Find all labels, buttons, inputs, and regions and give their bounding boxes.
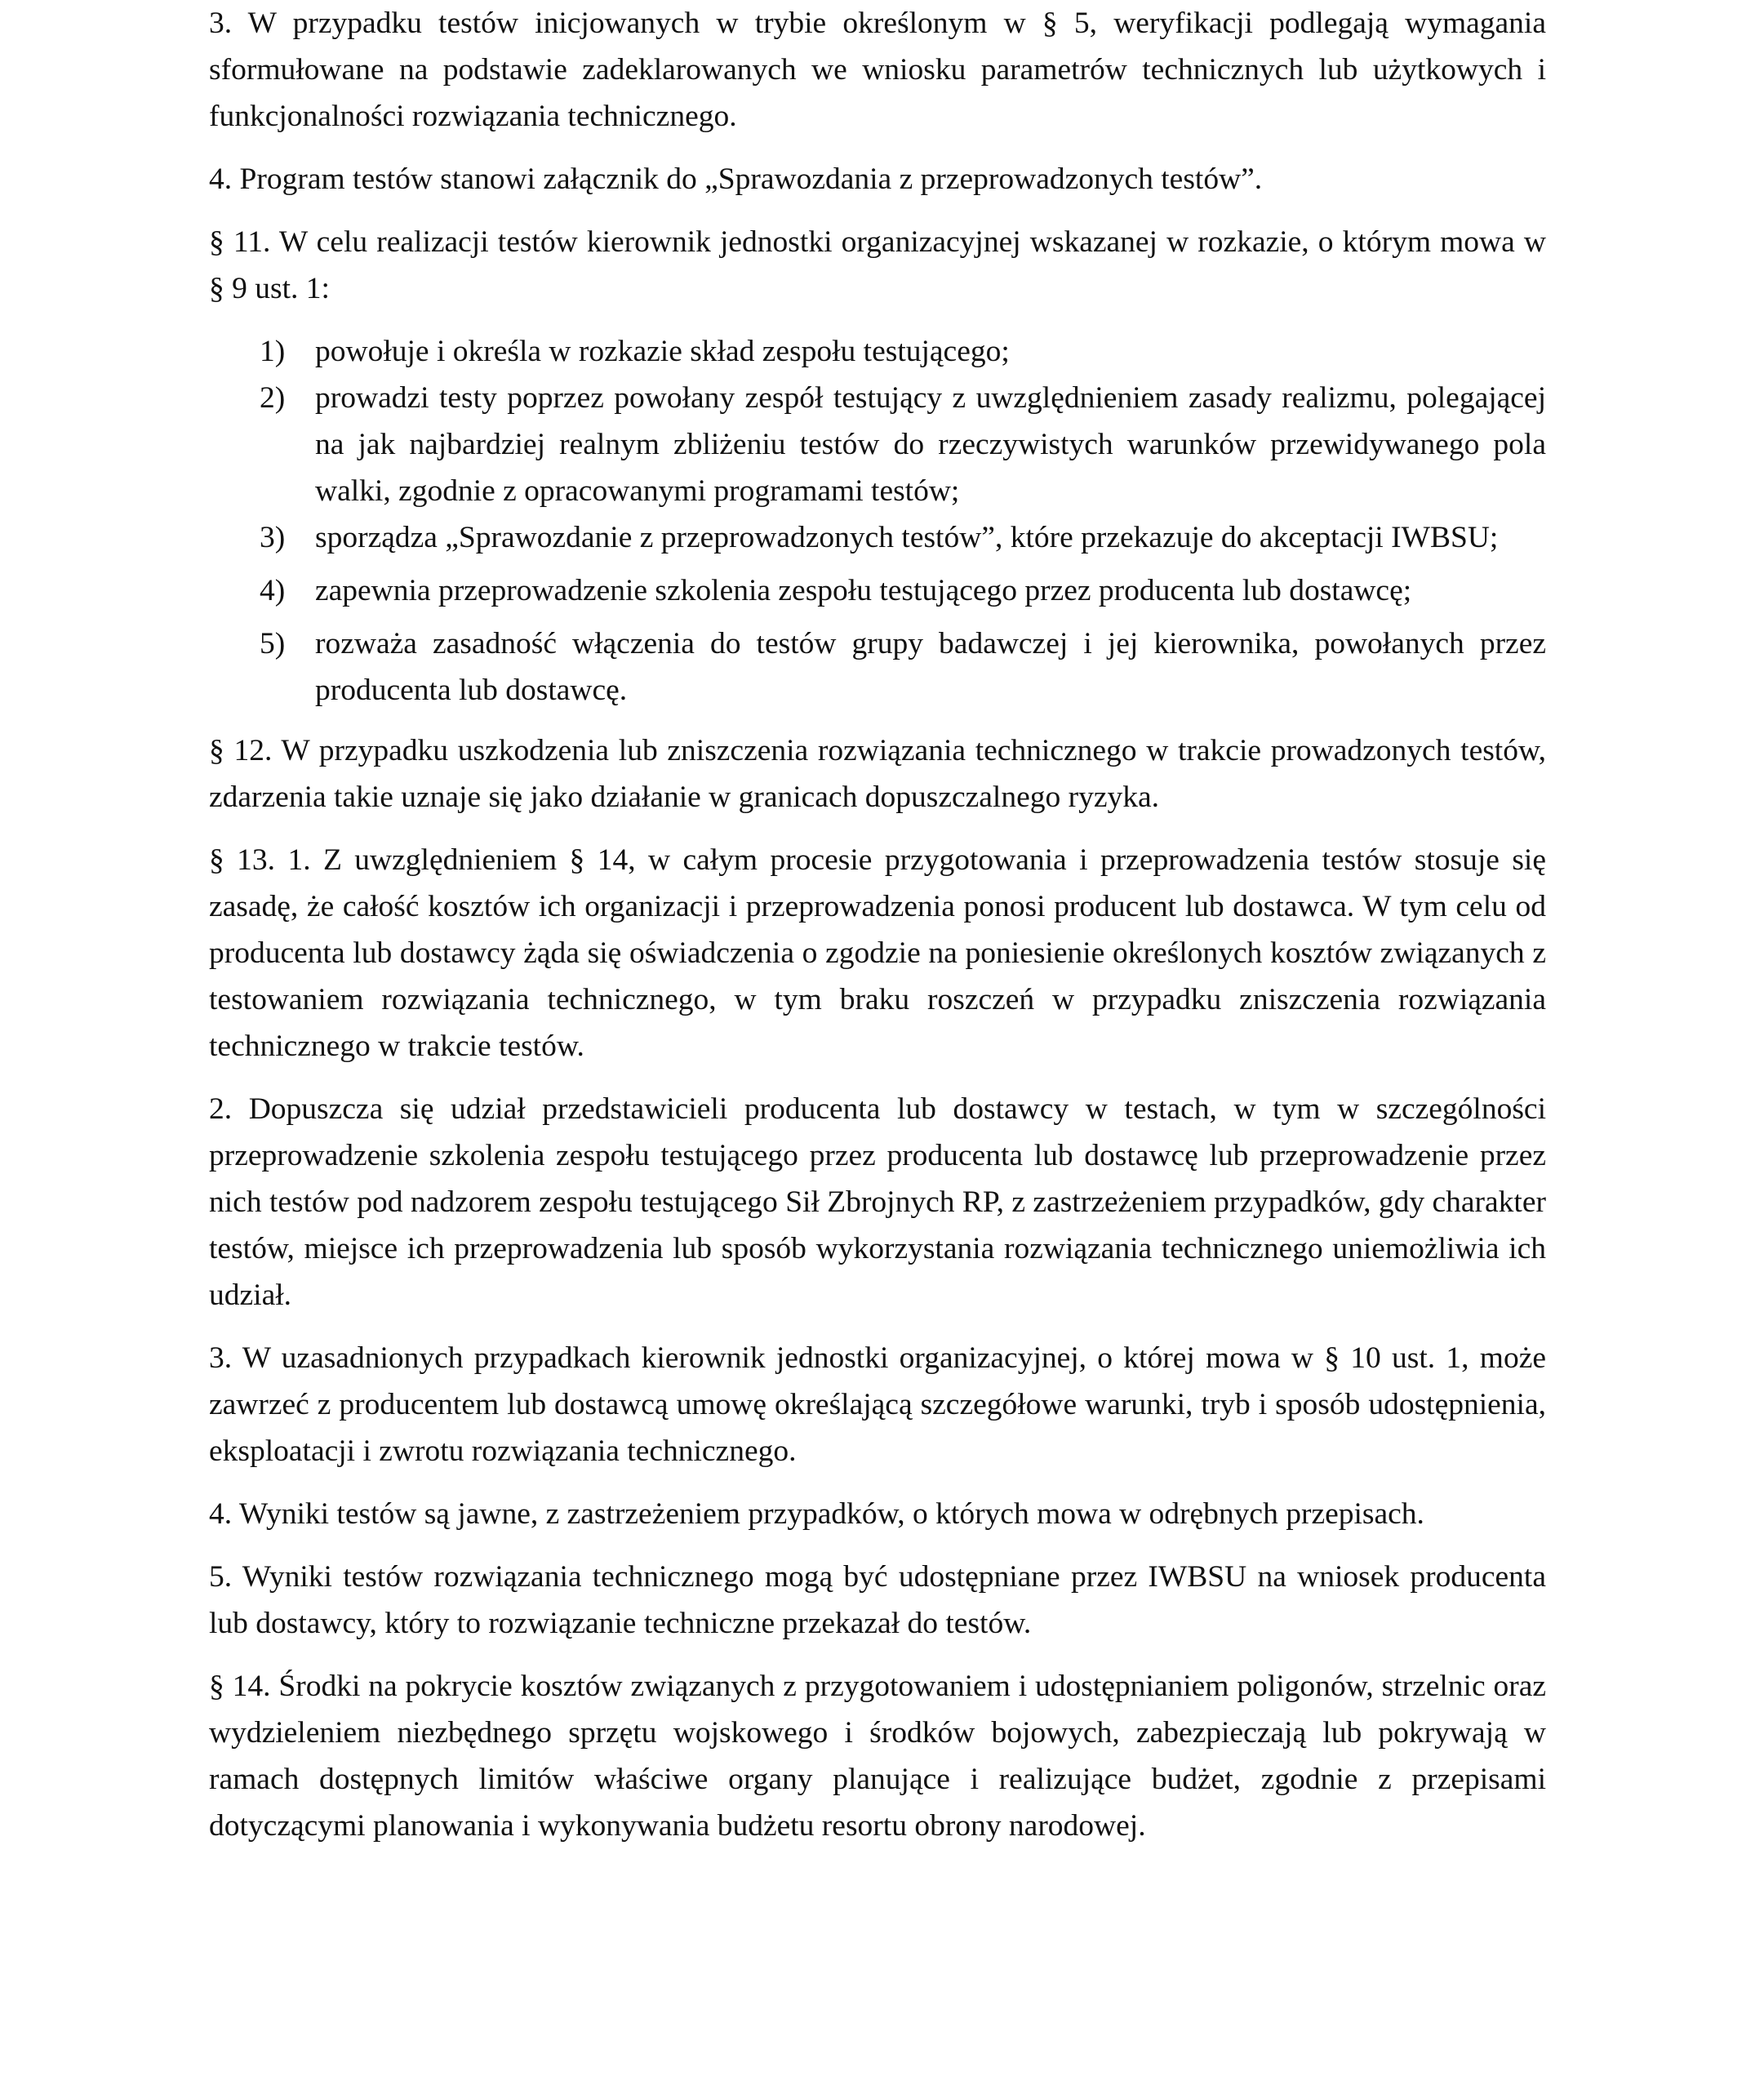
- list-item-text: prowadzi testy poprzez powołany zespół testujący z uwzględnieniem zasady realizmu, polegającej na jak najbardziej realnym zbliżeniu testów do rzeczywistych warunków przewidywanego pola walki, zgodnie z opracowanymi programami testów;: [315, 381, 1546, 508]
- list-item-text: powołuje i określa w rozkazie skład zespołu testującego;: [315, 335, 1010, 368]
- list-item-text: sporządza „Sprawozdanie z przeprowadzonych testów”, które przekazuje do akceptacji IWBSU;: [315, 521, 1499, 554]
- paragraph-13-1: § 13. 1. Z uwzględnieniem § 14, w całym procesie przygotowania i przeprowadzenia testów stosuje się zasadę, że całość kosztów ich organizacji i przeprowadzenia ponosi producent lub dostawca. W tym celu od producenta lub dostawcy żąda się oświadczenia o zgodzie na poniesienie określonych kosztów związanych z testowaniem rozwiązania technicznego, w tym braku roszczeń w przypadku zniszczenia rozwiązania technicznego w trakcie testów.: [209, 843, 1546, 1063]
- list-item: [209, 514, 1546, 561]
- list-item-text: zapewnia przeprowadzenie szkolenia zespołu testującego przez producenta lub dostawcę;: [315, 574, 1412, 607]
- list-item-text: rozważa zasadność włączenia do testów grupy badawczej i jej kierownika, powołanych przez producenta lub dostawcę.: [315, 627, 1546, 707]
- list-item: [209, 328, 1546, 375]
- list-item-number: 1): [260, 335, 286, 368]
- paragraph-10-4: 4. Program testów stanowi załącznik do „Sprawozdania z przeprowadzonych testów”.: [209, 162, 1263, 196]
- list-item: [209, 567, 1546, 614]
- paragraph-10-3: 3. W przypadku testów inicjowanych w trybie określonym w § 5, weryfikacji podlegają wymagania sformułowane na podstawie zadeklarowanych we wniosku parametrów technicznych lub użytkowych i funkcjonalności rozwiązania technicznego.: [209, 7, 1546, 133]
- list-item-number: 5): [260, 627, 286, 660]
- list-item: [209, 375, 1546, 514]
- list-item-number: 4): [260, 574, 286, 607]
- paragraph-14: § 14. Środki na pokrycie kosztów związanych z przygotowaniem i udostępnianiem poligonów, strzelnic oraz wydzieleniem niezbędnego sprzętu wojskowego i środków bojowych, zabezpieczają lub pokrywają w ramach dostępnych limitów właściwe organy planujące i realizujące budżet, zgodnie z przepisami dotyczącymi planowania i wykonywania budżetu resortu obrony narodowej.: [209, 1670, 1546, 1843]
- paragraph-12: § 12. W przypadku uszkodzenia lub zniszczenia rozwiązania technicznego w trakcie prowadzonych testów, zdarzenia takie uznaje się jako działanie w granicach dopuszczalnego ryzyka.: [209, 734, 1546, 814]
- numbered-list: [209, 328, 1546, 714]
- paragraph-13-5: 5. Wyniki testów rozwiązania technicznego mogą być udostępniane przez IWBSU na wniosek producenta lub dostawcy, który to rozwiązanie techniczne przekazał do testów.: [209, 1560, 1546, 1640]
- list-item-number: 2): [260, 381, 286, 415]
- paragraph-13-4: 4. Wyniki testów są jawne, z zastrzeżeniem przypadków, o których mowa w odrębnych przepisach.: [209, 1497, 1424, 1531]
- paragraph-13-2: 2. Dopuszcza się udział przedstawicieli producenta lub dostawcy w testach, w tym w szczególności przeprowadzenie szkolenia zespołu testującego przez producenta lub dostawcę lub przeprowadzenie przez nich testów pod nadzorem zespołu testującego Sił Zbrojnych RP, z zastrzeżeniem przypadków, gdy charakter testów, miejsce ich przeprowadzenia lub sposób wykorzystania rozwiązania technicznego uniemożliwia ich udział.: [209, 1092, 1546, 1312]
- document-page: [209, 0, 1546, 1865]
- list-item: [209, 620, 1546, 714]
- list-item-number: 3): [260, 521, 286, 554]
- paragraph-11: § 11. W celu realizacji testów kierownik jednostki organizacyjnej wskazanej w rozkazie, o którym mowa w § 9 ust. 1:: [209, 225, 1546, 305]
- paragraph-13-3: 3. W uzasadnionych przypadkach kierownik jednostki organizacyjnej, o której mowa w § 10 ust. 1, może zawrzeć z producentem lub dostawcą umowę określającą szczegółowe warunki, tryb i sposób udostępnienia, eksploatacji i zwrotu rozwiązania technicznego.: [209, 1341, 1546, 1468]
